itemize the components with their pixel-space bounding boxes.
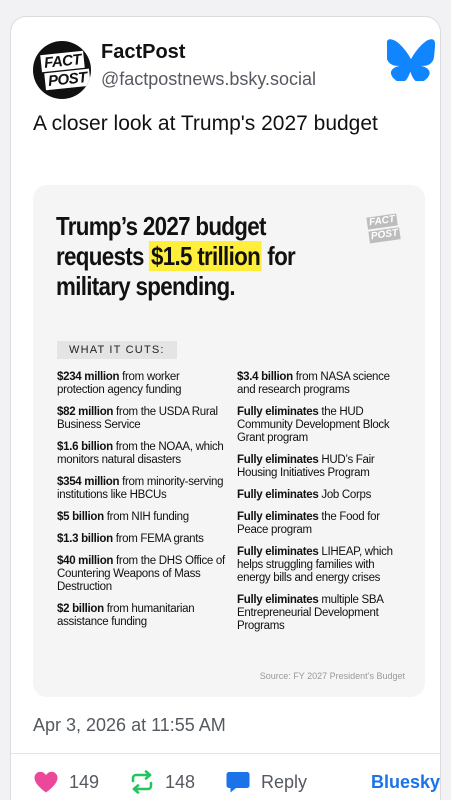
cut-item: Fully eliminates Job Corps	[237, 489, 372, 501]
post-card	[10, 16, 441, 800]
headline-part-1: Trump’s 2027 budget requests	[56, 211, 266, 271]
cut-item: $354 million from minority-serving institutions like HBCUs	[57, 476, 224, 501]
cut-item: $1.3 billion from FEMA grants	[57, 533, 204, 545]
repost-icon	[129, 770, 155, 794]
handle[interactable]: @factpostnews.bsky.social	[101, 69, 317, 89]
headline-highlight: $1.5 trillion	[150, 241, 261, 271]
watermark-post: POST	[368, 227, 401, 243]
heart-icon	[33, 770, 59, 794]
cuts-column-right	[237, 371, 407, 642]
avatar-text-post: POST	[44, 69, 90, 91]
avatar-text-fact: FACT	[40, 51, 85, 72]
headline-part-2: for military spending.	[56, 241, 296, 301]
divider	[11, 753, 440, 754]
image-headline	[56, 211, 348, 301]
cut-item: Fully eliminates HUD’s Fair Housing Initiatives Program	[237, 454, 375, 479]
post-image[interactable]	[33, 185, 425, 697]
cut-item: $234 million from worker protection agency funding	[57, 371, 182, 396]
cut-item: $1.6 billion from the NOAA, which monitors natural disasters	[57, 441, 224, 466]
cut-item: Fully eliminates the HUD Community Development Block Grant program	[237, 406, 390, 444]
cut-item: $40 million from the DHS Office of Countering Weapons of Mass Destruction	[57, 555, 225, 593]
cuts-column-left	[57, 371, 227, 638]
like-count: 149	[69, 771, 100, 792]
cut-item: $3.4 billion from NASA science and research programs	[237, 371, 390, 396]
cuts-label: WHAT IT CUTS:	[57, 341, 177, 359]
repost-count: 148	[165, 771, 196, 792]
factpost-watermark	[366, 213, 407, 258]
watermark-fact: FACT	[366, 214, 397, 230]
action-bar	[33, 765, 441, 799]
repost-button[interactable]	[129, 765, 195, 799]
avatar[interactable]	[33, 41, 91, 99]
cut-item: Fully eliminates the Food for Peace program	[237, 511, 380, 536]
post-text: A closer look at Trump's 2027 budget	[33, 112, 378, 135]
open-in-bluesky-link[interactable]: Bluesky	[371, 771, 441, 792]
reply-button[interactable]	[225, 765, 307, 799]
cut-item: Fully eliminates LIHEAP, which helps struggling families with energy bills and energy crises	[237, 546, 393, 584]
cut-item: $2 billion from humanitarian assistance funding	[57, 603, 195, 628]
cut-item: $82 million from the USDA Rural Business Service	[57, 406, 218, 431]
cut-item: Fully eliminates multiple SBA Entrepreneurial Development Programs	[237, 594, 383, 632]
image-source: Source: FY 2027 President’s Budget	[259, 671, 405, 681]
display-name[interactable]: FactPost	[101, 41, 186, 63]
like-button[interactable]	[33, 765, 99, 799]
reply-bubble-icon	[225, 770, 251, 794]
post-timestamp[interactable]: Apr 3, 2026 at 11:55 AM	[33, 715, 226, 735]
bluesky-butterfly-icon[interactable]	[387, 39, 435, 81]
reply-label: Reply	[261, 771, 308, 792]
cut-item: $5 billion from NIH funding	[57, 511, 189, 523]
